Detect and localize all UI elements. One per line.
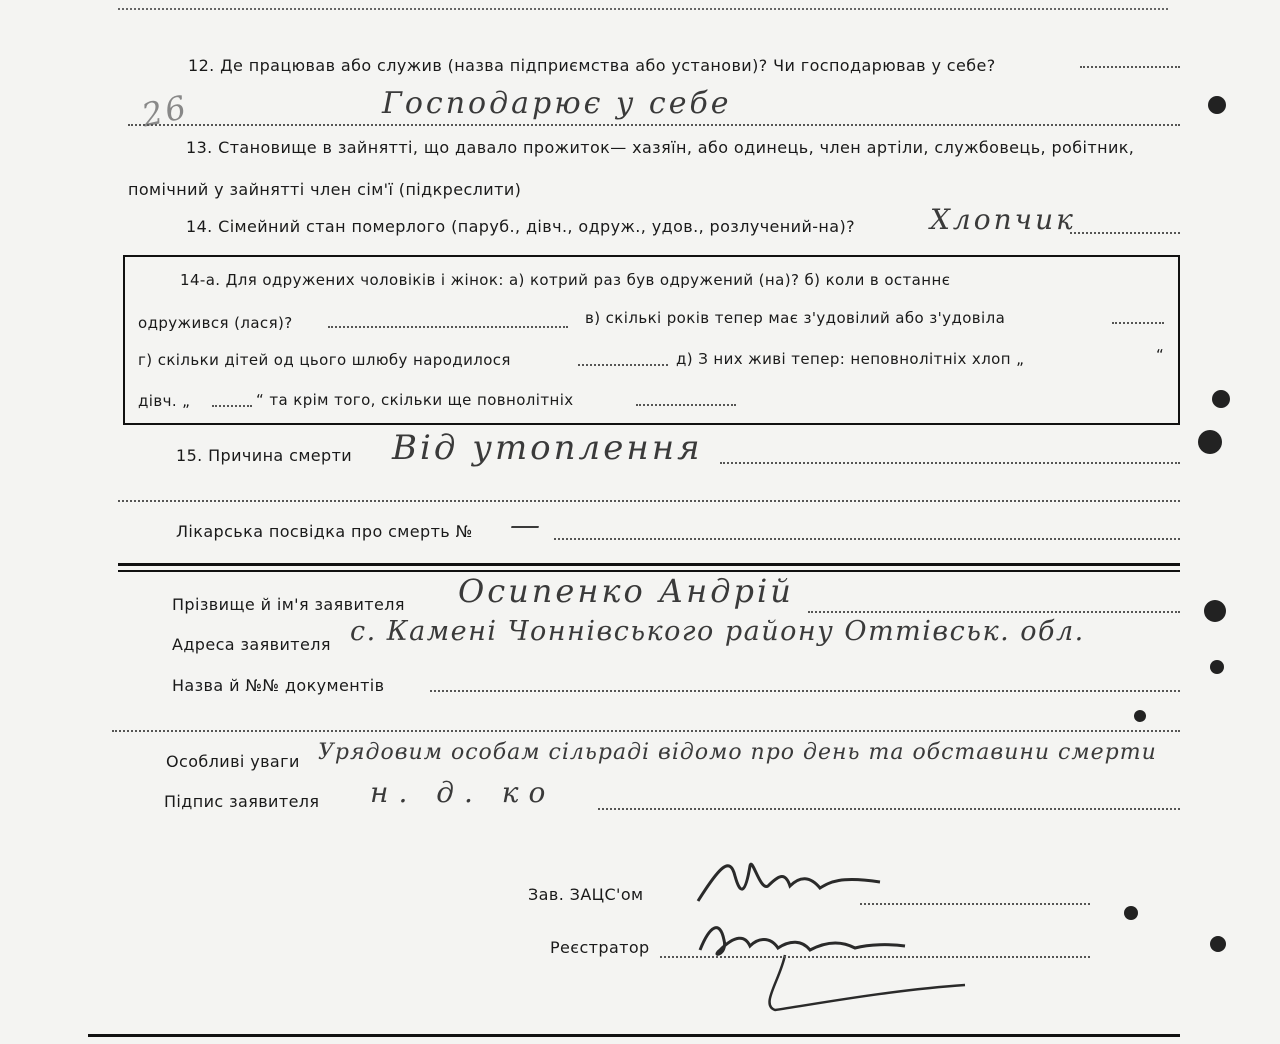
applicant-notes-answer: Урядовим особам сільраді відомо про день та обставини смерти bbox=[318, 740, 1157, 765]
applicant-address-answer: с. Камені Чоннівського району Оттівськ. обл. bbox=[350, 616, 1085, 647]
q14-label: 14. Сімейний стан померлого (паруб., дівч., одруж., удов., розлучений-на)? bbox=[186, 217, 856, 236]
q14a-dots-4a bbox=[212, 405, 252, 407]
head-label: Зав. ЗАЦС'ом bbox=[528, 885, 644, 904]
medical-answer: — bbox=[510, 508, 543, 543]
q14a-dots-4b bbox=[636, 404, 736, 406]
q14a-line3b: д) З них живі тепер: неповнолітніх хлоп „ bbox=[676, 350, 1025, 368]
registrar-label: Реєстратор bbox=[550, 938, 650, 957]
medical-label: Лікарська посвідка про смерть № bbox=[176, 522, 473, 541]
q14-answer: Хлопчик bbox=[930, 203, 1076, 236]
q12-answer: Господарює у себе bbox=[382, 86, 732, 121]
q14a-dots-3a bbox=[578, 364, 668, 366]
binding-hole bbox=[1134, 710, 1146, 722]
binding-hole bbox=[1212, 390, 1230, 408]
applicant-docs-label: Назва й №№ документів bbox=[172, 676, 385, 695]
applicant-docs-dots bbox=[430, 690, 1180, 692]
binding-hole bbox=[1198, 430, 1222, 454]
q15-dots bbox=[720, 462, 1180, 464]
q13-label-line1: 13. Становище в зайнятті, що давало прожиток— хазяїн, або одинець, член артіли, службовець, робітник, bbox=[186, 138, 1135, 157]
binding-hole bbox=[1208, 96, 1226, 114]
top-edge-dots bbox=[118, 8, 1168, 10]
q15-answer: Від утоплення bbox=[392, 428, 703, 468]
applicant-name-label: Прізвище й ім'я заявителя bbox=[172, 595, 405, 614]
applicant-signature-dots bbox=[598, 808, 1180, 810]
q12-label: 12. Де працював або служив (назва підприємства або установи)? Чи господарював у себе? bbox=[188, 56, 996, 75]
q15-label: 15. Причина смерти bbox=[176, 446, 353, 465]
q12-answer-dots bbox=[128, 124, 1180, 126]
binding-hole bbox=[1124, 906, 1138, 920]
q12-dots bbox=[1080, 66, 1180, 68]
q14a-line2b: в) скількі років тепер має з'удовілий або з'удовіла bbox=[585, 309, 1006, 327]
registrar-dots bbox=[660, 956, 1090, 958]
bottom-rule bbox=[88, 1034, 1180, 1037]
applicant-address-label: Адреса заявителя bbox=[172, 635, 331, 654]
q15-dots-line2 bbox=[118, 500, 1180, 502]
q14-dots bbox=[1070, 232, 1180, 234]
q14a-line3c: “ bbox=[1156, 346, 1165, 364]
applicant-signature-answer: н. д. ко bbox=[370, 776, 556, 809]
applicant-notes-label: Особливі уваги bbox=[166, 752, 300, 771]
q14a-line4a: дівч. „ bbox=[138, 392, 191, 410]
q14a-line2a: одружився (лася)? bbox=[138, 314, 293, 332]
medical-dots bbox=[554, 538, 1180, 540]
q12-margin-note: 26 bbox=[138, 87, 193, 135]
applicant-name-answer: Осипенко Андрій bbox=[458, 572, 794, 610]
section-rule-top bbox=[118, 563, 1180, 566]
registrar-signature bbox=[690, 910, 990, 1020]
applicant-signature-label: Підпис заявителя bbox=[164, 792, 320, 811]
applicant-name-dots bbox=[808, 611, 1180, 613]
q14a-dots-2a bbox=[328, 326, 568, 328]
applicant-docs-dots-line2 bbox=[112, 730, 1180, 732]
q13-label-line2: помічний у зайнятті член сім'ї (підкреслити) bbox=[128, 180, 522, 199]
binding-hole bbox=[1210, 660, 1224, 674]
binding-hole bbox=[1204, 600, 1226, 622]
q14a-dots-2b bbox=[1112, 322, 1164, 324]
head-dots bbox=[860, 903, 1090, 905]
q14a-line3a: г) скільки дітей од цього шлюбу народилося bbox=[138, 351, 511, 369]
binding-hole bbox=[1210, 936, 1226, 952]
q14a-line1: 14-а. Для одружених чоловіків і жінок: а) котрий раз був одружений (на)? б) коли в останнє bbox=[180, 271, 951, 289]
q14a-line4b: “ та крім того, скільки ще повнолітніх bbox=[256, 391, 574, 409]
head-signature bbox=[690, 846, 890, 916]
